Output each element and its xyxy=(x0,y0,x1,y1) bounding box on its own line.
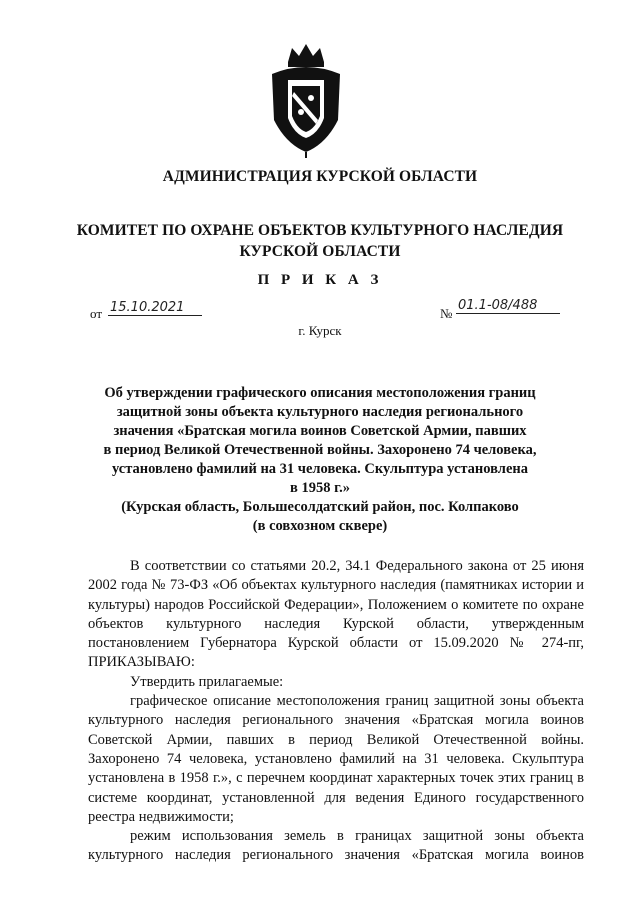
body-paragraph-approve: Утвердить прилагаемые: xyxy=(130,673,284,690)
date-label: от xyxy=(90,306,103,321)
order-number: 01.1-08/488 xyxy=(456,298,560,314)
committee-line-1: КОМИТЕТ ПО ОХРАНЕ ОБЪЕКТОВ КУЛЬТУРНОГО НАСЛЕДИЯ xyxy=(76,222,564,239)
title-line: защитной зоны объекта культурного наследия регионального xyxy=(116,404,524,420)
administration-heading: АДМИНИСТРАЦИЯ КУРСКОЙ ОБЛАСТИ xyxy=(162,168,478,185)
title-line: значения «Братская могила воинов Советской Армии, павших xyxy=(113,423,527,439)
order-heading: П Р И К А З xyxy=(257,272,383,288)
title-line: (Курская область, Большесолдатский район, пос. Колпаково xyxy=(121,499,519,515)
order-title xyxy=(88,384,552,536)
title-line: (в совхозном сквере) xyxy=(252,518,388,534)
body-paragraph-legal-basis: В соответствии со статьями 20.2, 34.1 Федерального закона от 25 июня 2002 года № 73-ФЗ «Об объектах культурного наследия (памятниках истории и культуры) народов Российской Федерации», Положением о комитете по охране объектов культурного наследия Курской области, утвержденным постановлением Губернатора Курской области от 15.09.2020 № 274-пг, ПРИКАЗЫВАЮ: xyxy=(88,558,584,671)
title-line: в период Великой Отечественной войны. Захоронено 74 человека, xyxy=(103,442,537,458)
kursk-coat-of-arms-icon xyxy=(266,40,346,158)
committee-heading xyxy=(0,220,640,262)
body-paragraph-land-use: режим использования земель в границах защитной зоны объекта культурного наследия регионального значения «Братская могила воинов xyxy=(88,828,584,864)
city-label: г. Курск xyxy=(298,323,342,338)
title-line: в 1958 г.» xyxy=(290,480,350,496)
order-body xyxy=(88,557,584,866)
committee-line-2: КУРСКОЙ ОБЛАСТИ xyxy=(239,243,401,260)
order-date: 15.10.2021 xyxy=(108,300,202,316)
title-line: Об утверждении графического описания местоположения границ xyxy=(104,385,536,401)
body-paragraph-graphic-description: графическое описание местоположения границ защитной зоны объекта культурного наследия регионального значения «Братская могила воинов Советской Армии, павших в период Великой Отечественной войны. Захоронено 74 человека, установлено фамилий на 31 человека. Скульптура установлена в 1958 г.», с перечнем координат характерных точек этих границ в системе координат, установленной для ведения Единого государственного реестра недвижимости; xyxy=(88,693,584,825)
title-line: установлено фамилий на 31 человека. Скульптура установлена xyxy=(112,461,528,477)
number-label: № xyxy=(440,306,453,321)
